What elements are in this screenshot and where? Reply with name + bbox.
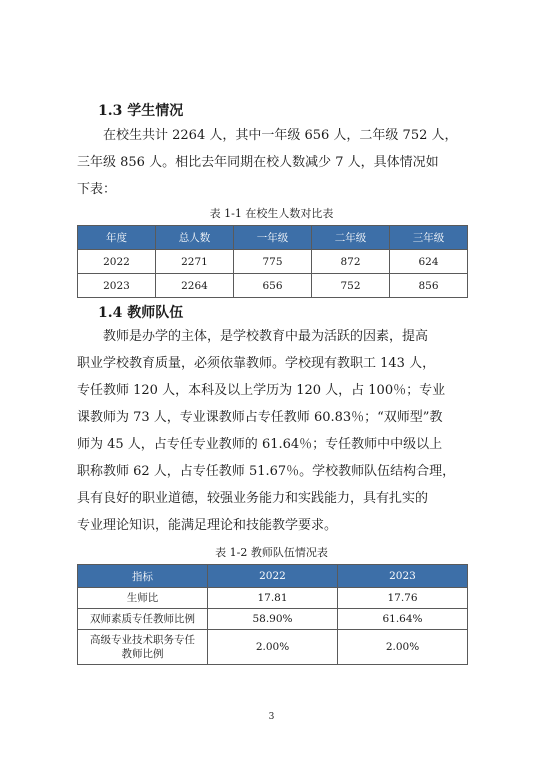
- indicator-label: [78, 609, 208, 630]
- paragraph-line: 专业理论知识，能满足理论和技能教学要求。: [77, 518, 338, 533]
- table-row: [78, 630, 468, 665]
- header-cell-grade-1: 一年级: [234, 226, 312, 250]
- student-count-table: [77, 225, 468, 298]
- table-header-row: [78, 226, 468, 250]
- header-cell-indicator: 指标: [78, 565, 208, 588]
- paragraph-line: 三年级 856 人。相比去年同期在校人数减少 7 人，具体情况如: [77, 155, 439, 170]
- table-caption-teaching-staff: 表 1-2 教师队伍情况表: [215, 546, 328, 559]
- table-cell: 624: [390, 250, 468, 274]
- header-cell-total: 总人数: [156, 226, 234, 250]
- paragraph-line: 在校生共计 2264 人，其中一年级 656 人，二年级 752 人，: [103, 128, 458, 143]
- paragraph-line: 师为 45 人，占专任专业教师的 61.64％；专任教师中中级以上: [77, 437, 443, 452]
- page-number: 3: [268, 712, 275, 722]
- paragraph-line: 课教师为 73 人，专业课教师占专任教师 60.83％；“双师型”教: [77, 410, 443, 425]
- table-cell: 752: [312, 274, 390, 298]
- table-cell: 2.00%: [208, 630, 338, 665]
- paragraph-teaching-staff: [77, 323, 467, 539]
- header-cell-grade-2: 二年级: [312, 226, 390, 250]
- section-heading-teaching-staff: 1.4 教师队伍: [98, 305, 184, 321]
- table-row: [78, 609, 468, 630]
- table-cell: 2.00%: [338, 630, 468, 665]
- header-cell-2023: 2023: [338, 565, 468, 588]
- teaching-staff-table: [77, 564, 468, 665]
- indicator-label-line: 双师素质专任教师比例: [90, 613, 195, 625]
- header-cell-year: 年度: [78, 226, 156, 250]
- table-row: [78, 588, 468, 609]
- table-cell: 775: [234, 250, 312, 274]
- paragraph-line: 具有良好的职业道德，较强业务能力和实践能力，具有扎实的: [77, 491, 429, 506]
- table-cell: 856: [390, 274, 468, 298]
- paragraph-line: 教师是办学的主体，是学校教育中最为活跃的因素，提高: [103, 329, 429, 344]
- paragraph-line: 下表：: [77, 182, 117, 197]
- paragraph-student-situation: [77, 122, 467, 203]
- paragraph-line: 职称教师 62 人，占专任教师 51.67％。学校教师队伍结构合理，: [77, 464, 456, 479]
- indicator-label-line: 生师比: [126, 592, 159, 604]
- table-cell: 17.81: [208, 588, 338, 609]
- table-cell: 2022: [78, 250, 156, 274]
- table-row: [78, 250, 468, 274]
- table-cell: 58.90%: [208, 609, 338, 630]
- table-cell: 2264: [156, 274, 234, 298]
- section-heading-student-situation: 1.3 学生情况: [98, 103, 184, 119]
- table-header-row: [78, 565, 468, 588]
- table-cell: 872: [312, 250, 390, 274]
- indicator-label: [78, 630, 208, 665]
- table-row: [78, 274, 468, 298]
- table-cell: 656: [234, 274, 312, 298]
- header-cell-grade-3: 三年级: [390, 226, 468, 250]
- table-cell: 2271: [156, 250, 234, 274]
- paragraph-line: 专任教师 120 人，本科及以上学历为 120 人，占 100％；专业: [77, 383, 446, 398]
- indicator-label-line: 教师比例: [121, 648, 164, 660]
- indicator-label: [78, 588, 208, 609]
- table-cell: 61.64%: [338, 609, 468, 630]
- indicator-label-line: 高级专业技术职务专任: [90, 634, 195, 646]
- paragraph-line: 职业学校教育质量，必须依靠教师。学校现有教职工 143 人，: [77, 356, 436, 371]
- table-cell: 17.76: [338, 588, 468, 609]
- header-cell-2022: 2022: [208, 565, 338, 588]
- table-caption-student-count: 表 1-1 在校生人数对比表: [209, 207, 334, 220]
- table-cell: 2023: [78, 274, 156, 298]
